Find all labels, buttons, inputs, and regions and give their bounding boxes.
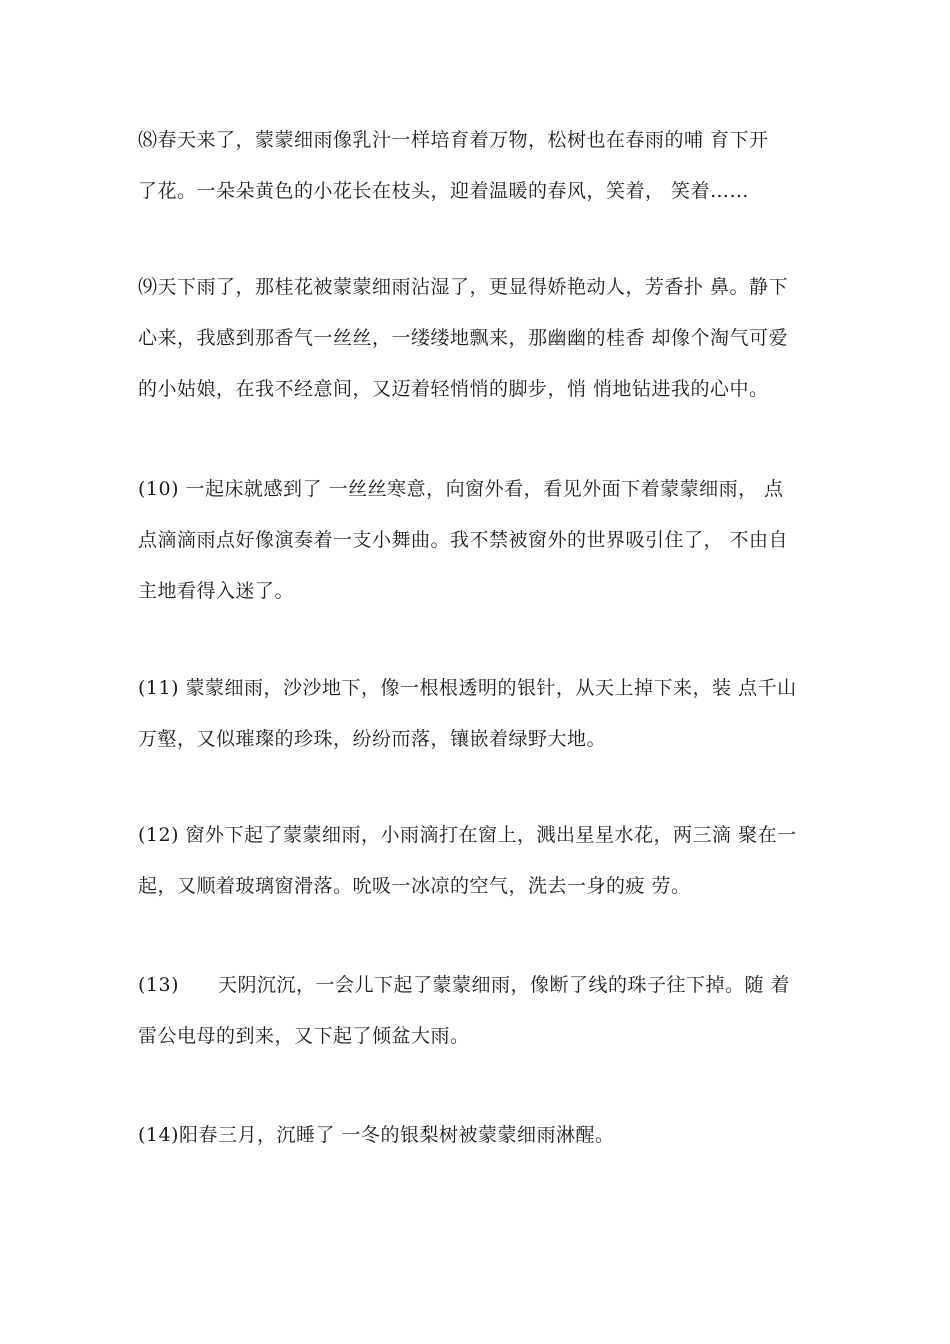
text-line: (14)阳春三月，沉睡了 一冬的银梨树被蒙蒙细雨淋醒。 [138,1124,615,1146]
text-line: ⑻春天来了，蒙蒙细雨像乳汁一样培育着万物，松树也在春雨的哺 育下开 [138,129,769,151]
paragraph-10 [138,464,828,617]
text-line: (13) 天阴沉沉，一会儿下起了蒙蒙细雨，像断了线的珠子往下掉。随 着 [138,974,791,996]
text-line: 万壑，又似璀璨的珍珠，纷纷而落，镶嵌着绿野大地。 [138,728,607,750]
text-line: 主地看得入迷了。 [138,580,295,602]
text-line: (12) 窗外下起了蒙蒙细雨，小雨滴打在窗上，溅出星星水花，两三滴 聚在一 [138,824,797,846]
paragraph-12 [138,810,828,912]
text-line: (10) 一起床就感到了 一丝丝寒意，向窗外看，看见外面下着蒙蒙细雨， 点 [138,478,784,500]
text-line: 起，又顺着玻璃窗滑落。吮吸一冰凉的空气，洗去一身的疲 劳。 [138,875,691,897]
paragraph-14 [138,1110,828,1161]
text-line: 点滴滴雨点好像演奏着一支小舞曲。我不禁被窗外的世界吸引住了， 不由自 [138,529,789,551]
text-line: 雷公电母的到来，又下起了倾盆大雨。 [138,1025,470,1047]
text-line: (11) 蒙蒙细雨，沙沙地下，像一根根透明的银针，从天上掉下来，装 点千山 [138,677,797,699]
paragraph-11 [138,663,828,765]
paragraph-9 [138,262,828,415]
text-line: 心来，我感到那香气一丝丝，一缕缕地飘来，那幽幽的桂香 却像个淘气可爱 [138,327,789,349]
paragraph-8 [138,115,828,217]
text-line: 了花。一朵朵黄色的小花长在枝头，迎着温暖的春风，笑着， 笑着…… [138,180,750,202]
paragraph-13 [138,960,828,1062]
text-line: ⑼天下雨了，那桂花被蒙蒙细雨沾湿了，更显得娇艳动人，芳香扑 鼻。静下 [138,276,789,298]
text-line: 的小姑娘，在我不经意间，又迈着轻悄悄的脚步，悄 悄地钻进我的心中。 [138,378,769,400]
